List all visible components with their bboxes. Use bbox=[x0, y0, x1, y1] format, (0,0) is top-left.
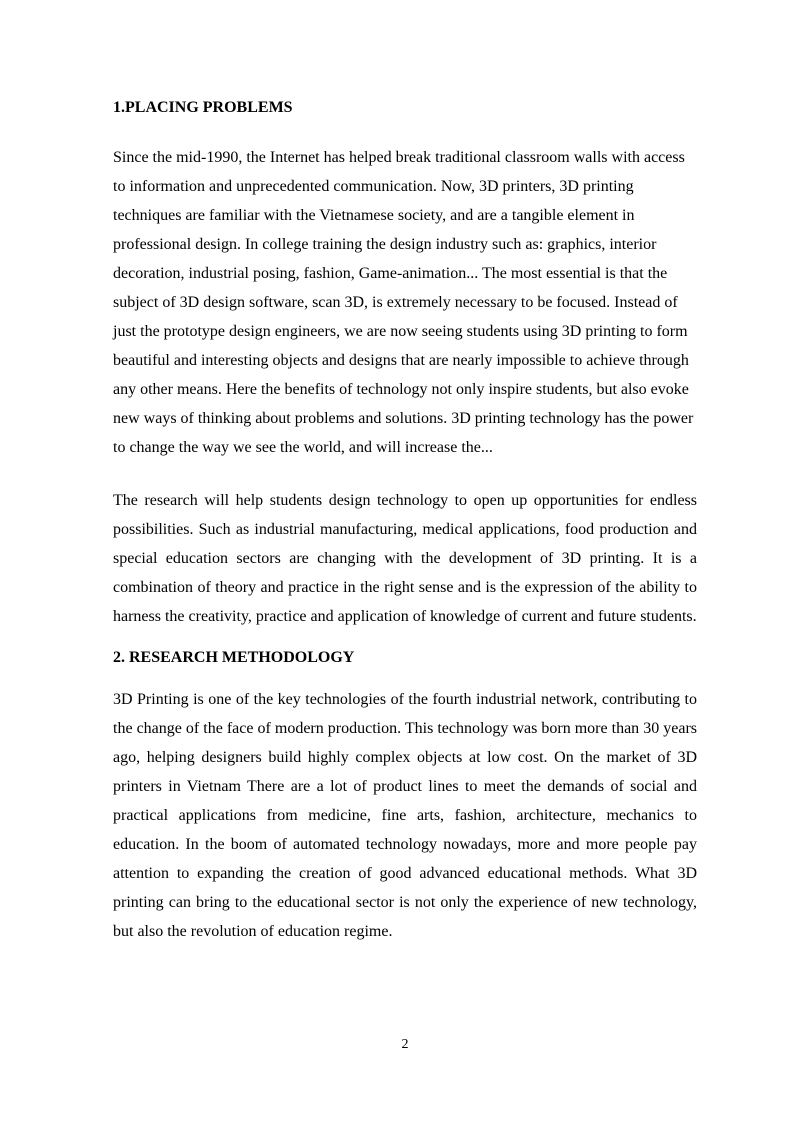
section-heading-research-methodology: 2. RESEARCH METHODOLOGY bbox=[113, 649, 355, 666]
paragraph-methodology: 3D Printing is one of the key technologies of the fourth industrial network, contributing to the change of the face of modern production. This technology was born more than 30 years ago, helping designers build highly complex objects at low cost. On the market of 3D printers in Vietnam There are a lot of product lines to meet the demands of social and practical applications from medicine, fine arts, fashion, architecture, mechanics to education. In the boom of automated technology nowadays, more and more people pay attention to expanding the creation of good advanced educational methods. What 3D printing can bring to the educational sector is not only the experience of new technology, but also the revolution of education regime. bbox=[113, 691, 697, 940]
section-heading-placing-problems: 1.PLACING PROBLEMS bbox=[113, 99, 293, 116]
document-body bbox=[113, 0, 697, 946]
paragraph-research-help: The research will help students design technology to open up opportunities for endless possibilities. Such as industrial manufacturing, medical applications, food production and special education sectors are changing with the development of 3D printing. It is a combination of theory and practice in the right sense and is the expression of the ability to harness the creativity, practice and application of knowledge of current and future students. bbox=[113, 492, 697, 625]
paragraph-intro: Since the mid-1990, the Internet has helped break traditional classroom walls with access to information and unprecedented communication. Now, 3D printers, 3D printing techniques are familiar with the Vietnamese society, and are a tangible element in professional design. In college training the design industry such as: graphics, interior decoration, industrial posing, fashion, Game-animation... The most essential is that the subject of 3D design software, scan 3D, is extremely necessary to be focused. Instead of just the prototype design engineers, we are now seeing students using 3D printing to form beautiful and interesting objects and designs that are nearly impossible to achieve through any other means. Here the benefits of technology not only inspire students, but also evoke new ways of thinking about problems and solutions. 3D printing technology has the power to change the way we see the world, and will increase the... bbox=[113, 149, 694, 456]
page-number: 2 bbox=[401, 1037, 409, 1052]
